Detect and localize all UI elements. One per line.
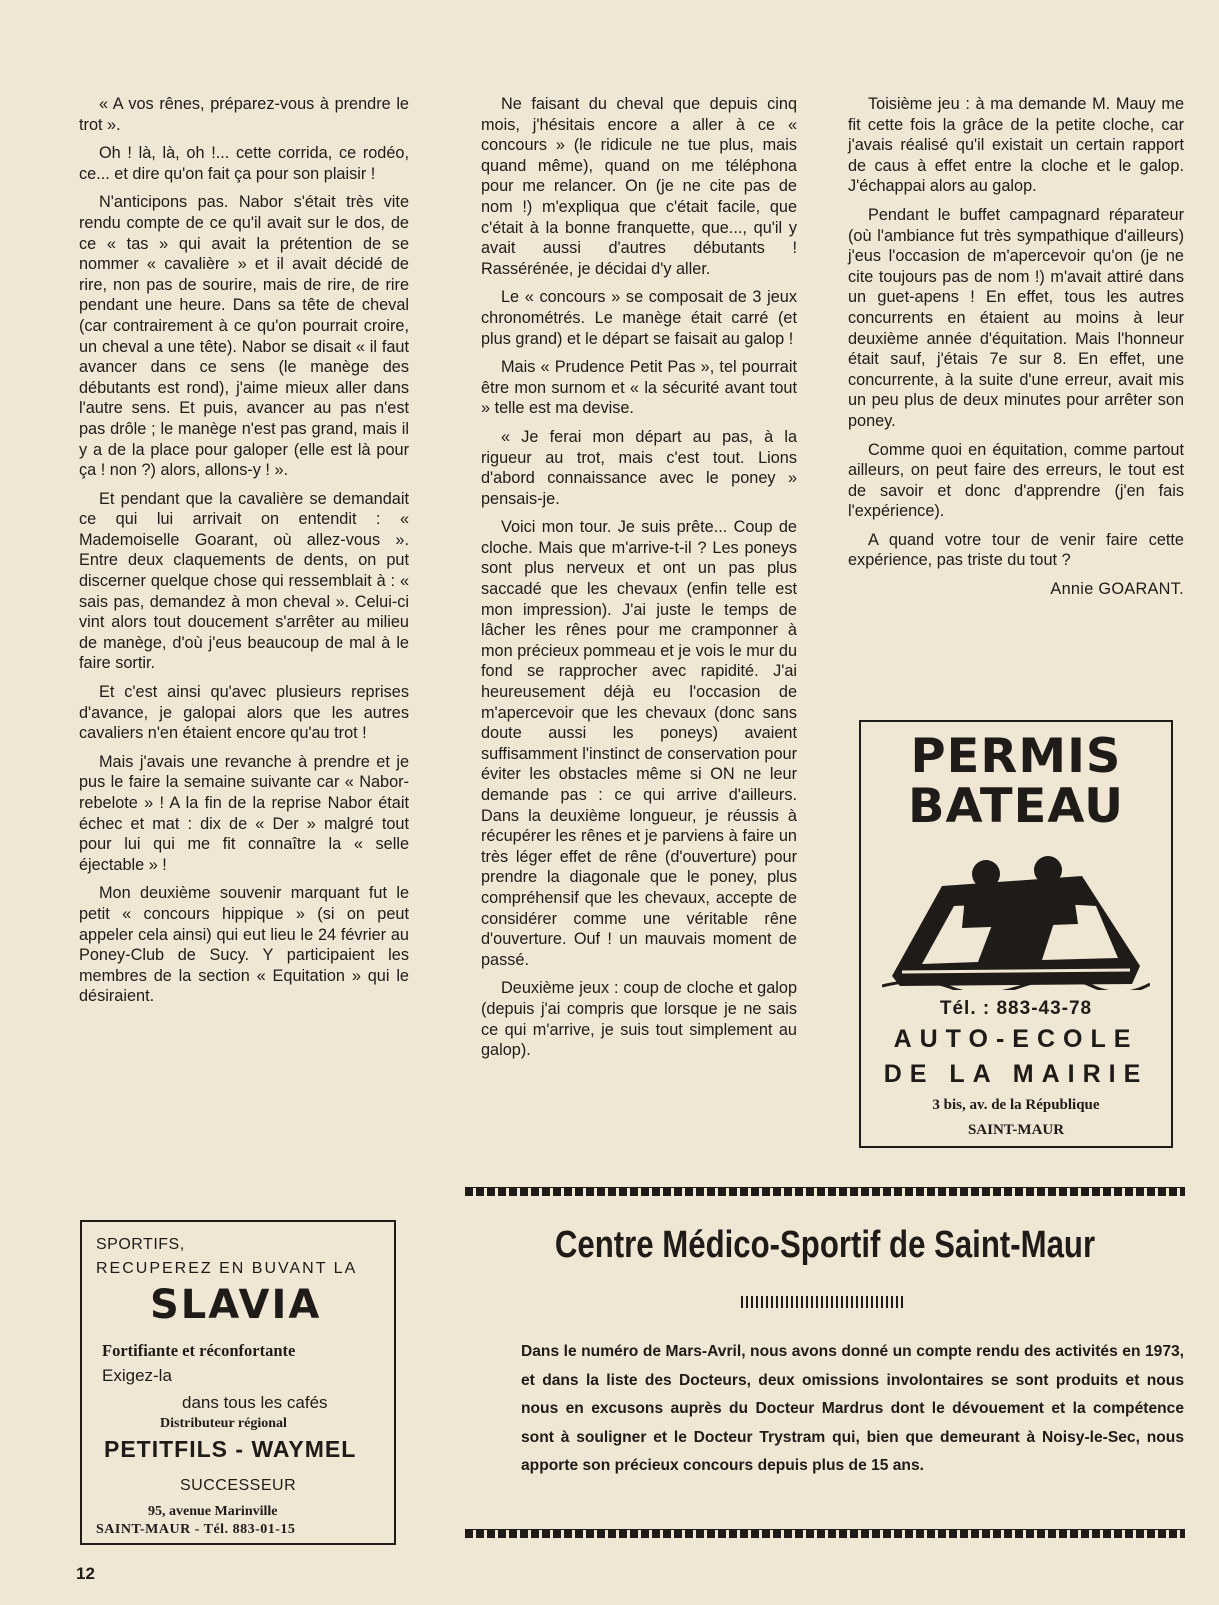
article-paragraph: « A vos rênes, préparez-vous à prendre le trot ». [79,95,409,134]
article-column-3 [848,94,1184,600]
article-paragraph: Deuxième jeux : coup de cloche et galop (depuis j'ai compris que lorsque je ne sais ce qui m'arrive, je suis tout simplement au galop). [481,979,797,1060]
article-paragraph: Oh ! là, là, oh !... cette corrida, ce rodéo, ce... et dire qu'on fait ça pour son plaisir ! [79,144,409,183]
permis-bateau-ad [859,720,1173,1148]
article-paragraph: Et pendant que la cavalière se demandait ce qui lui arrivait on entendit : « Mademoiselle Goarant, où allez-vous ». Entre deux claquements de dents, on put discerner quelque chose qui ressemblait à : « sais pas, demandez à mon cheval ». Celui-ci vint alors tout doucement s'arrêter au milieu de manège, d'où j'eus beaucoup de mal à le faire sortir. [79,489,409,673]
article-paragraph: « Je ferai mon départ au pas, à la rigueur au trot, mais c'est tout. Lions d'abord connaissance avec le poney » pensais-je. [481,427,797,508]
divider-top [465,1187,1185,1196]
article-signature: Annie GOARANT. [1050,580,1184,599]
slavia-line2: RECUPEREZ EN BUVANT LA [96,1260,358,1277]
ad-permis-city: SAINT-MAUR [967,1122,1065,1138]
ad-permis-line1: PERMIS [910,729,1122,784]
article-paragraph: Mais « Prudence Petit Pas », tel pourrait être mon surnom et « la sécurité avant tout » telle est ma devise. [481,358,797,418]
slavia-line1: SPORTIFS, [96,1236,185,1253]
article-column-1 [79,94,409,1015]
slavia-line10: 95, avenue Marinville [148,1504,278,1519]
article-column-3-paragraphs [848,94,1184,571]
slavia-company: PETITFILS - WAYMEL [104,1436,357,1462]
slavia-ad [80,1220,396,1545]
article-paragraph: A quand votre tour de venir faire cette expérience, pas triste du tout ? [848,530,1184,570]
slavia-line7: Distributeur régional [160,1416,287,1431]
notice-body: Dans le numéro de Mars-Avril, nous avons donné un compte rendu des activités en 1973, et dans la liste des Docteurs, deux omissions involontaires se sont produits et nous nous en excusons auprès du Docteur Mardrus dont le dévouement et la compétence sont à souligner et le Docteur Trystram qui, bien que demeurant à Noisy-le-Sec, nous apporte son précieux concours depuis plus de 15 ans. [521,1343,1184,1474]
ad-permis-address: 3 bis, av. de la République [932,1097,1100,1113]
ad-permis-school-line2: DE LA MAIRIE [883,1060,1149,1088]
article-paragraph: Voici mon tour. Je suis prête... Coup de cloche. Mais que m'arrive-t-il ? Les poneys sont plus nerveux et ont un pas plus saccadé que les chevaux (enfin telle est mon impression). J'ai juste le temps de lâcher les rênes pour me cramponner à mon précieux pommeau et je vois le mur du fond se rapprocher avec rapidité. J'ai heureusement déjà eu l'occasion de m'apercevoir que les chevaux (donc sans doute aussi les poneys) avaient suffisamment l'instinct de conservation pour éviter les obstacles même si ON ne leur demande pas : ce qui arrive d'ailleurs. Dans la deuxième longueur, je réussis à récupérer les rênes et je parviens à faire un très léger effet de rêne (d'ouverture) pour prendre la diagonale que le poney, plus compréhensif que les chevaux, accepte de considérer comme une véritable rêne d'ouverture. Ouf ! un mauvais moment de passé. [481,518,797,969]
page-number: 12 [76,1564,95,1583]
article-paragraph: Ne faisant du cheval que depuis cinq mois, j'hésitais encore a aller à ce « concours » (le ridicule ne tue plus, mais quand même), quand on me téléphona pour me relancer. On (je ne cite pas de nom !) m'expliqua que c'était facile, que c'était à la bonne franquette, que..., qu'il y avait aussi d'autres débutants ! Rassérénée, je décidai d'y aller. [481,95,797,278]
article-paragraph: Comme quoi en équitation, comme partout ailleurs, on peut faire des erreurs, le tout est de savoir et donc d'apprendre (j'en fais l'expérience). [848,440,1184,521]
article-paragraph: N'anticipons pas. Nabor s'était très vite rendu compte de ce qu'il avait sur le dos, de ce « tas » qui avait la prétention de se nommer « cavalière » et il avait décidé de rire, non pas de sourire, mais de rire, de rire pendant une heure. Dans sa tête de cheval (car contrairement à ce qu'on pourrait croire, un cheval a une tête). Nabor se disait « il faut avancer dans ce sens (le manège des débutants est rond), j'aime mieux aller dans l'autre sens. Et puis, avancer au pas n'est pas drôle ; le manège n'est pas grand, mais il y a de la place pour galoper (elle est là pour ça ! non ?) alors, allons-y ! ». [79,193,409,480]
ad-permis-phone: Tél. : 883-43-78 [939,998,1093,1019]
slavia-line9: SUCCESSEUR [180,1477,297,1494]
article-paragraph: Mon deuxième souvenir marquant fut le petit « concours hippique » (si on peut appeler cela ainsi) qui eut lieu le 24 février au Poney-Club de Sucy. Y participaient les membres de la section « Equitation » qui le désiraient. [79,884,409,1006]
slavia-line5: Exigez-la [102,1366,172,1385]
slavia-tagline: Fortifiante et réconfortante [102,1341,296,1360]
title-underline-ornament [741,1296,905,1308]
speedboat-illustration [882,846,1150,990]
divider-bottom [465,1529,1185,1538]
article-paragraph: Toisième jeu : à ma demande M. Mauy me fit cette fois la grâce de la petite cloche, car j'avais réalisé qu'il existait un certain rapport de caus à effet entre la cloche et le galop. J'échappai alors au galop. [848,95,1184,196]
notice-title: Centre Médico-Sportif de Saint-Maur [554,1224,1096,1266]
slavia-line11: SAINT-MAUR - Tél. 883-01-15 [96,1522,296,1537]
article-paragraph: Et c'est ainsi qu'avec plusieurs reprises d'avance, je galopai alors que les autres cavaliers n'en étaient encore qu'au trot ! [79,683,409,743]
slavia-line6: dans tous les cafés [182,1393,328,1412]
slavia-brand: SLAVIA [150,1282,322,1328]
article-column-2 [481,94,797,1069]
article-paragraph: Le « concours » se composait de 3 jeux chronométrés. Le manège était carré (et plus grand) et le départ se faisait au galop ! [481,288,797,348]
ad-permis-line2: BATEAU [907,779,1125,834]
ad-permis-school-line1: AUTO-ECOLE [893,1025,1139,1053]
article-paragraph: Pendant le buffet campagnard réparateur (où l'ambiance fut très sympathique d'ailleurs) j'eus l'occasion de m'apercevoir qu'on (je ne cite toujours pas de nom !) m'avait attiré dans un guet-apens ! En effet, tous les autres concurrents en étaient au moins à leur deuxième année d'équitation. Mais l'honneur était sauf, j'étais 7e sur 8. En effet, une concurrente, à la suite d'une erreur, avait mis un peu plus de deux minutes pour arrêter son poney. [848,205,1184,430]
article-paragraph: Mais j'avais une revanche à prendre et je pus le faire la semaine suivante car « Nabor-rebelote » ! A la fin de la reprise Nabor était échec et mat : dix de « Der » malgré tout pour lui qui me fit connaître la « selle éjectable » ! [79,752,409,874]
